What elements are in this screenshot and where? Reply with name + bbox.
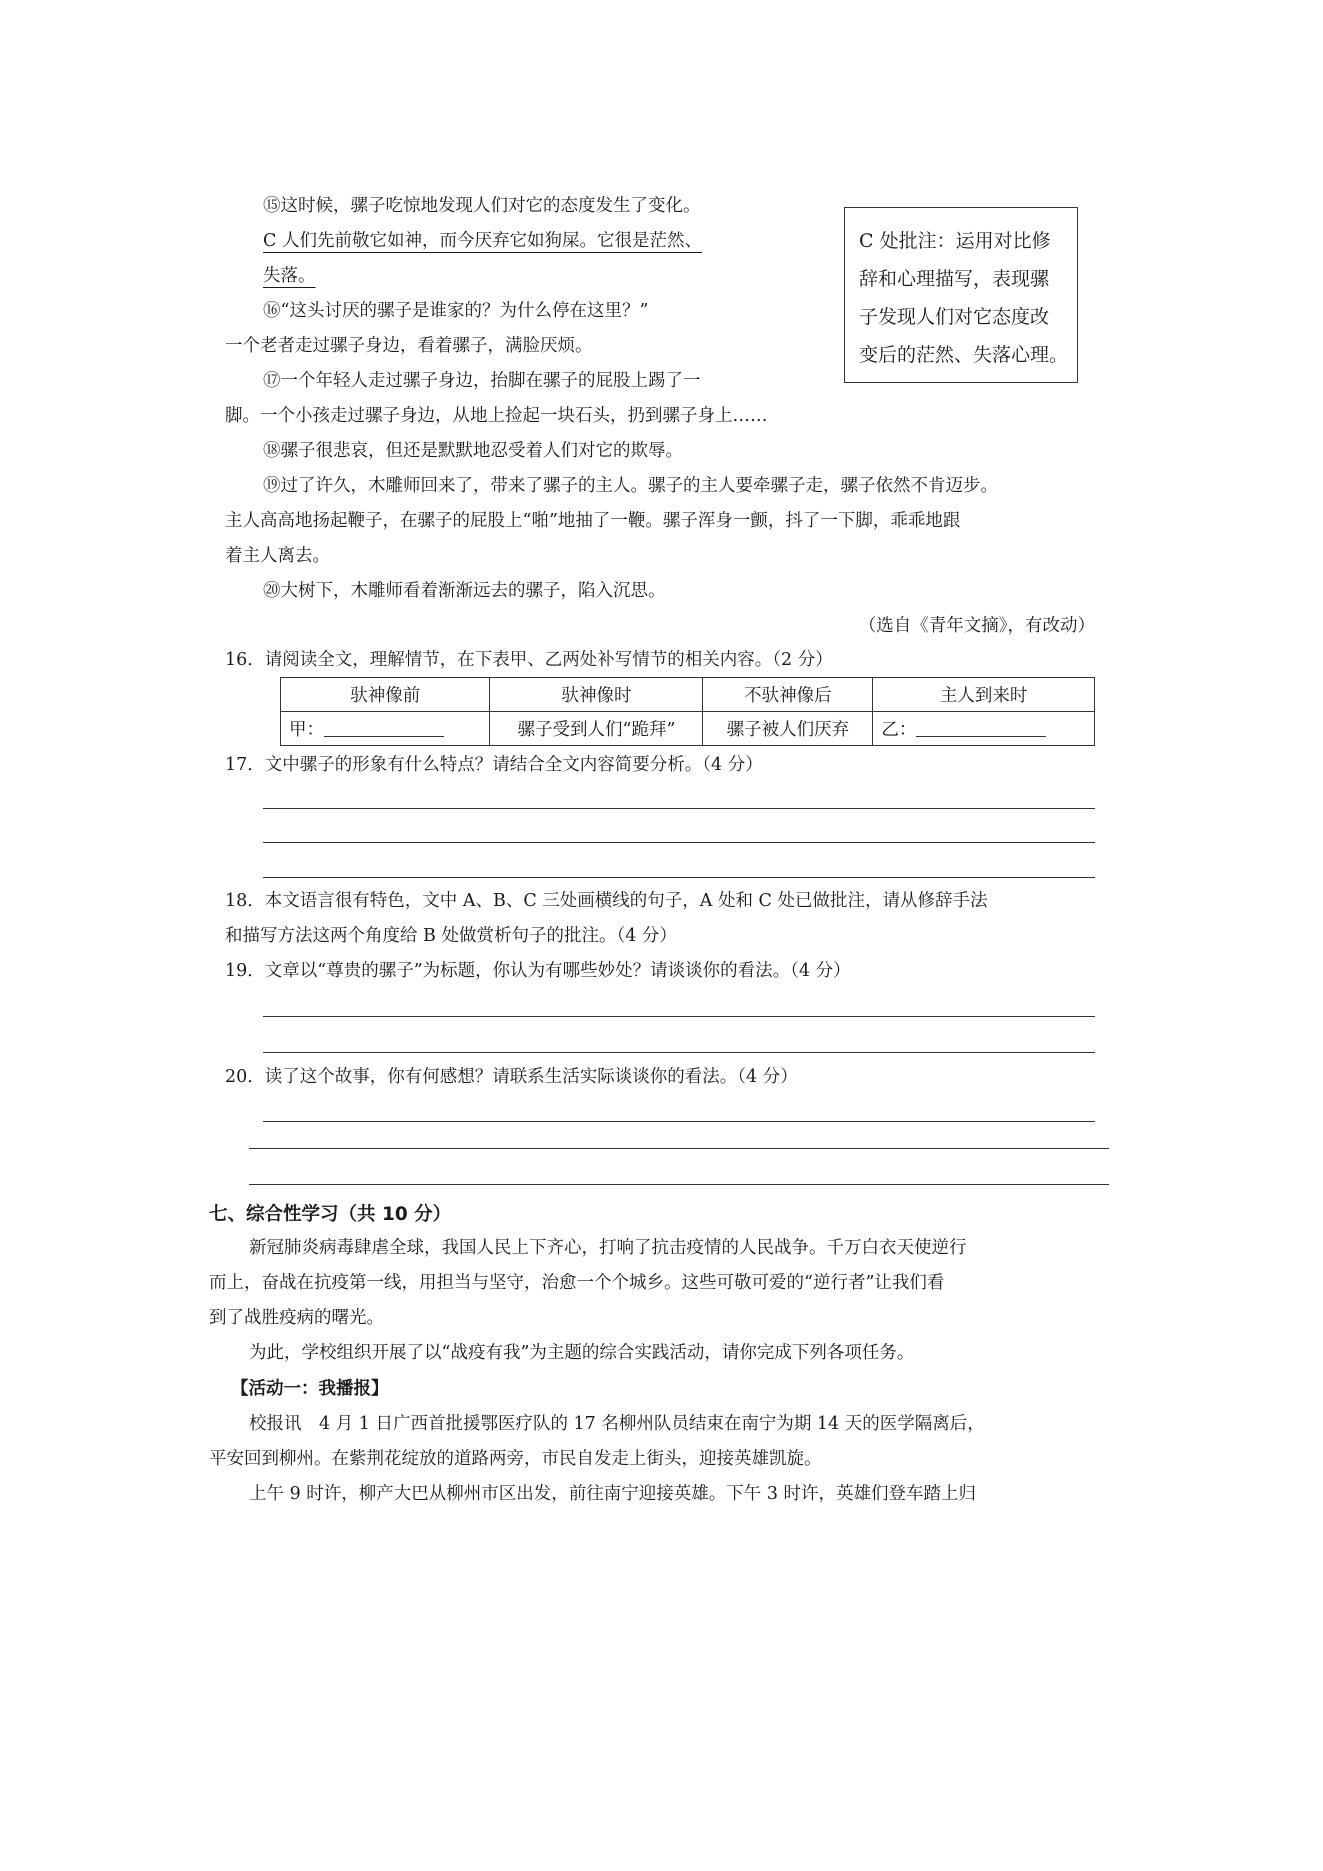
paragraph-20-line-1: ⑳大树下，木雕师看着渐渐远去的骡子，陷入沉思。 (263, 581, 666, 601)
answer-line[interactable] (263, 808, 1095, 809)
answer-line[interactable] (263, 1121, 1095, 1122)
annotation-line-2: 辞和心理描写，表现骡 (859, 268, 1050, 290)
question-17: 17．文中骡子的形象有什么特点？请结合全文内容简要分析。（4 分） (225, 755, 763, 775)
table-header: 不驮神像后 (703, 678, 873, 712)
question-16: 16．请阅读全文，理解情节，在下表甲、乙两处补写情节的相关内容。（2 分） (225, 650, 833, 670)
section-7-intro-line-4: 为此，学校组织开展了以“战疫有我”为主题的综合实践活动，请你完成下列各项任务。 (249, 1343, 915, 1363)
annotation-box-c (844, 207, 1078, 383)
section-7-intro-line-2: 而上，奋战在抗疫第一线，用担当与坚守，治愈一个个城乡。这些可敬可爱的“逆行者”让我们看 (209, 1273, 945, 1293)
paragraph-19-line-1: ⑲过了许久，木雕师回来了，带来了骡子的主人。骡子的主人要牵骡子走，骡子依然不肯迈步。 (263, 476, 998, 496)
sentence-c-underlined-1: C 人们先前敬它如神，而今厌弃它如狗屎。它很是茫然、 (263, 231, 702, 251)
cell-jia (281, 712, 490, 746)
table-header: 驮神像时 (490, 678, 703, 712)
answer-line[interactable] (263, 842, 1095, 843)
annotation-line-1: C 处批注：运用对比修 (859, 230, 1051, 252)
news-line-3: 上午 9 时许，柳产大巴从柳州市区出发，前往南宁迎接英雄。下午 3 时许，英雄们登车踏上归 (249, 1484, 977, 1504)
section-7-intro-line-1: 新冠肺炎病毒肆虐全球，我国人民上下齐心，打响了抗击疫情的人民战争。千万白衣天使逆行 (249, 1238, 967, 1258)
table-cell: 骡子受到人们“跪拜” (490, 712, 703, 746)
plot-table (280, 677, 1095, 746)
table-header: 主人到来时 (873, 678, 1095, 712)
cell-jia-label: 甲： (289, 720, 324, 740)
paragraph-16-line-1: ⑯“这头讨厌的骡子是谁家的？为什么停在这里？” (263, 301, 649, 321)
question-19: 19．文章以“尊贵的骡子”为标题，你认为有哪些妙处？请谈谈你的看法。（4 分） (225, 961, 851, 981)
question-20: 20．读了这个故事，你有何感想？请联系生活实际谈谈你的看法。（4 分） (225, 1067, 798, 1087)
cell-yi-label: 乙： (881, 720, 917, 740)
sentence-c-underlined-2: 失落。 (263, 266, 316, 286)
table-header: 驮神像前 (281, 678, 490, 712)
question-18-line-2: 和描写方法这两个角度给 B 处做赏析句子的批注。（4 分） (225, 926, 677, 946)
table-row (281, 712, 1095, 746)
activity-1-title: 【活动一：我播报】 (231, 1379, 389, 1399)
question-18-line-1: 18．本文语言很有特色，文中 A、B、C 三处画横线的句子，A 处和 C 处已做批注，请从修辞手法 (225, 891, 988, 911)
blank-jia-input[interactable] (324, 718, 444, 737)
answer-line[interactable] (249, 1148, 1109, 1149)
annotation-line-4: 变后的茫然、失落心理。 (859, 344, 1069, 366)
source-citation: （选自《青年文摘》，有改动） (858, 616, 1095, 636)
news-line-1: 校报讯 4 月 1 日广西首批援鄂医疗队的 17 名柳州队员结束在南宁为期 14 天的医学隔离后， (249, 1414, 985, 1434)
paragraph-18-line-1: ⑱骡子很悲哀，但还是默默地忍受着人们对它的欺辱。 (263, 441, 683, 461)
news-line-2: 平安回到柳州。在紫荆花绽放的道路两旁，市民自发走上街头，迎接英雄凯旋。 (209, 1449, 822, 1469)
section-7-title: 七、综合性学习（共 10 分） (209, 1204, 452, 1225)
answer-line[interactable] (249, 1184, 1109, 1185)
paragraph-17-line-1: ⑰一个年轻人走过骡子身边，抬脚在骡子的屁股上踢了一 (263, 371, 701, 391)
table-header-row (281, 678, 1095, 712)
answer-line[interactable] (263, 1016, 1095, 1017)
cell-yi (873, 712, 1095, 746)
section-7-intro-line-3: 到了战胜疫病的曙光。 (209, 1308, 384, 1328)
blank-yi-input[interactable] (916, 718, 1046, 737)
answer-line[interactable] (263, 1052, 1095, 1053)
answer-line[interactable] (263, 877, 1095, 878)
paragraph-15-line-1: ⑮这时候，骡子吃惊地发现人们对它的态度发生了变化。 (263, 196, 701, 216)
paragraph-19-line-3: 着主人离去。 (225, 546, 330, 566)
paragraph-19-line-2: 主人高高地扬起鞭子，在骡子的屁股上“啪”地抽了一鞭。骡子浑身一颤，抖了一下脚，乖乖地跟 (225, 511, 961, 531)
paragraph-16-line-2: 一个老者走过骡子身边，看着骡子，满脸厌烦。 (225, 336, 593, 356)
paragraph-17-line-2: 脚。一个小孩走过骡子身边，从地上捡起一块石头，扔到骡子身上…… (225, 406, 768, 426)
annotation-line-3: 子发现人们对它态度改 (859, 306, 1050, 328)
table-cell: 骡子被人们厌弃 (703, 712, 873, 746)
